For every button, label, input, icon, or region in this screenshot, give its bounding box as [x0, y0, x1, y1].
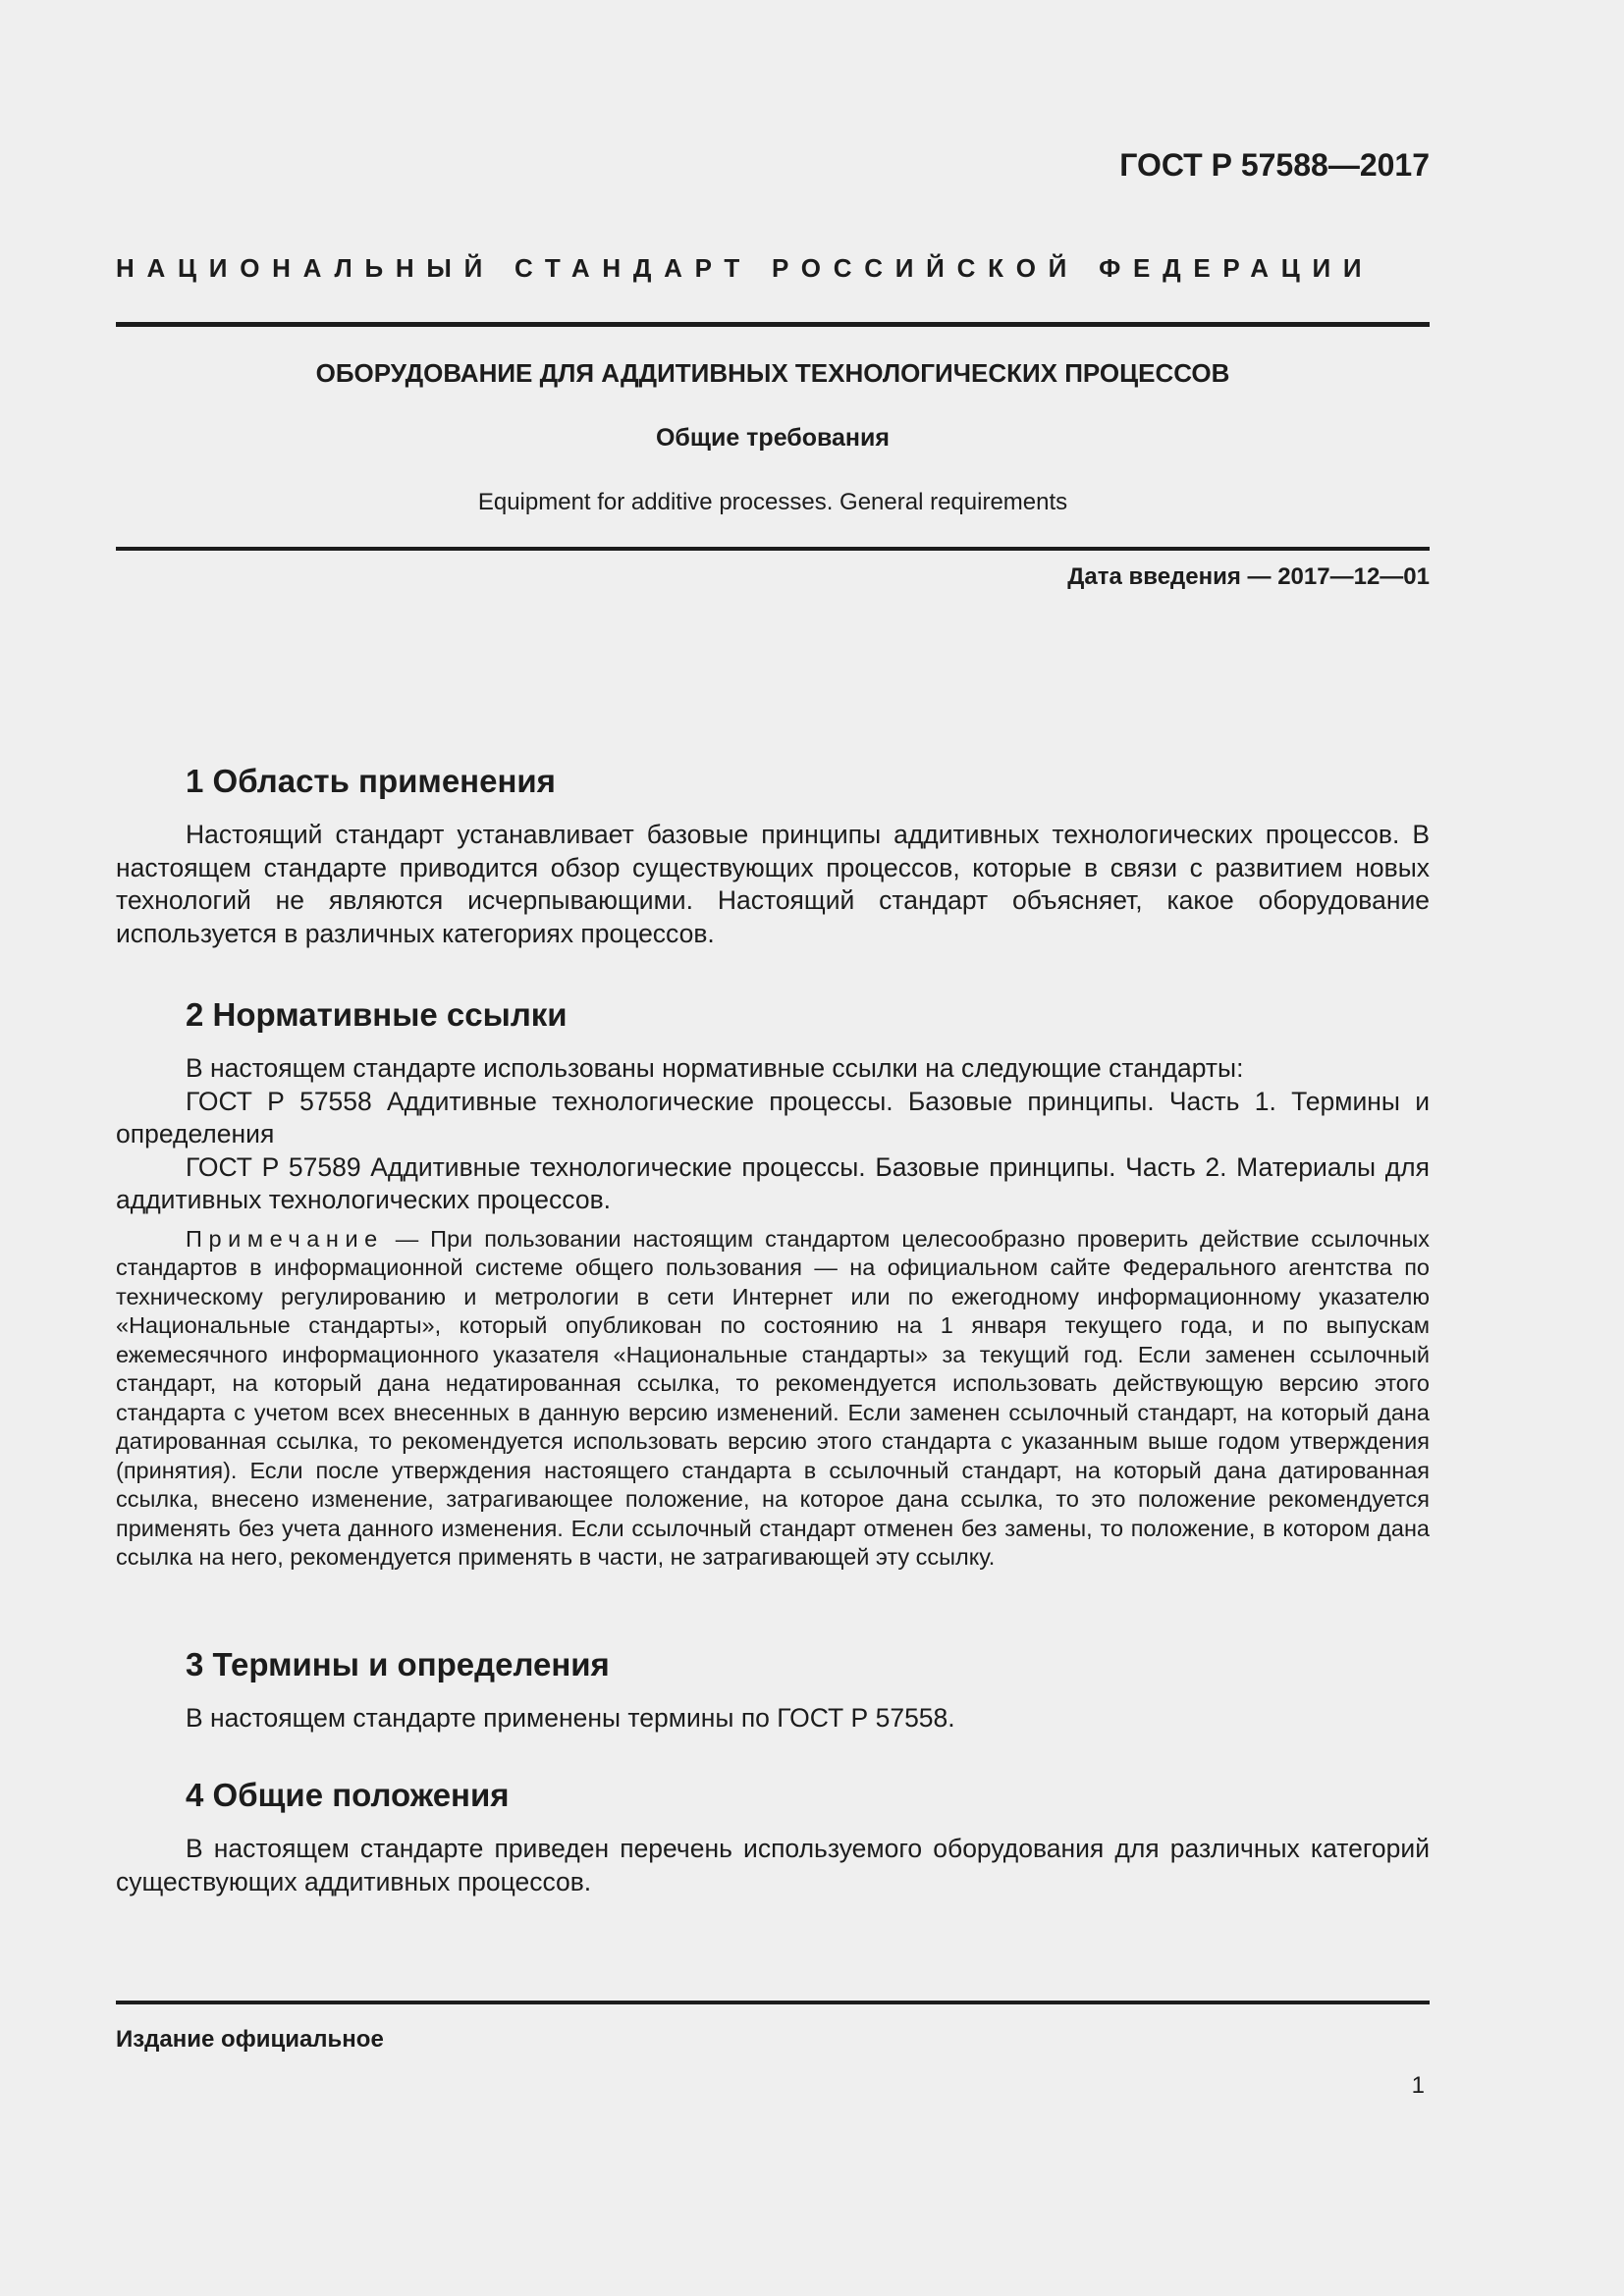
section-scope [116, 760, 1430, 950]
section-terms-definitions [116, 1643, 1430, 1735]
page-number: 1 [1411, 2072, 1425, 2099]
top-divider [116, 322, 1430, 327]
body-paragraph: В настоящем стандарте использованы нормативные ссылки на следующие стандарты: [186, 1053, 1244, 1083]
document-number: ГОСТ Р 57588—2017 [1119, 147, 1430, 183]
note-label: Примечание [186, 1225, 384, 1252]
section-heading: 3 Термины и определения [186, 1646, 610, 1682]
body-paragraph: Настоящий стандарт устанавливает базовые принципы аддитивных технологических процессов. В настоящем стандарте приводится обзор существующих процессов, которые в связи с развитием новых технологий не являются исчерпывающими. Настоящий стандарт объясняет, какое оборудование используется в различных категориях процессов. [116, 820, 1430, 948]
official-edition-label: Издание официальное [116, 2026, 384, 2053]
section-heading: 4 Общие положения [186, 1777, 510, 1813]
section-normative-references [116, 993, 1430, 1573]
body-paragraph: В настоящем стандарте приведен перечень используемого оборудования для различных категорий существующих аддитивных процессов. [116, 1834, 1430, 1896]
section-heading: 1 Область применения [186, 763, 556, 799]
section-general-provisions [116, 1774, 1430, 1898]
document-title: ОБОРУДОВАНИЕ ДЛЯ АДДИТИВНЫХ ТЕХНОЛОГИЧЕСКИХ ПРОЦЕССОВ [315, 358, 1230, 388]
english-title: Equipment for additive processes. General requirements [477, 489, 1068, 515]
national-standard-header: НАЦИОНАЛЬНЫЙ СТАНДАРТ РОССИЙСКОЙ ФЕДЕРАЦИИ [116, 253, 1375, 283]
body-paragraph: В настоящем стандарте применены термины по ГОСТ Р 57558. [186, 1703, 955, 1733]
reference-item: ГОСТ Р 57589 Аддитивные технологические процессы. Базовые принципы. Часть 2. Материалы для аддитивных технологических процессов. [116, 1151, 1430, 1214]
document-subtitle: Общие требования [655, 424, 890, 452]
introduction-date: Дата введения — 2017—12—01 [1067, 563, 1430, 590]
title-divider [116, 547, 1430, 551]
reference-item: ГОСТ Р 57558 Аддитивные технологические процессы. Базовые принципы. Часть 1. Термины и определения [116, 1086, 1430, 1148]
note-paragraph [116, 1225, 1430, 1573]
footer-divider [116, 2001, 1430, 2004]
note-text: — При пользовании настоящим стандартом целесообразно проверить действие ссылочных стандартов в информационной системе общего пользования — на официальном сайте Федерального агентства по техническому регулированию и метрологии в сети Интернет или по ежегодному информационному указателю «Национальные стандарты», который опубликован по состоянию на 1 января текущего года, и по выпускам ежемесячного информационного указателя «Национальные стандарты» за текущий год. Если заменен ссылочный стандарт, на который дана недатированная ссылка, то рекомендуется использовать действующую версию этого стандарта с учетом всех внесенных в данную версию изменений. Если заменен ссылочный стандарт, на который дана датированная ссылка, то рекомендуется использовать версию этого стандарта с указанным выше годом утверждения (принятия). Если после утверждения настоящего стандарта в ссылочный стандарт, на который дана датированная ссылка, внесено изменение, затрагивающее положение, на которое дана ссылка, то это положение рекомендуется применять без учета данного изменения. Если ссылочный стандарт отменен без замены, то положение, в котором дана ссылка на него, рекомендуется применять в части, не затрагивающей эту ссылку. [116, 1225, 1430, 1570]
section-heading: 2 Нормативные ссылки [186, 996, 568, 1033]
